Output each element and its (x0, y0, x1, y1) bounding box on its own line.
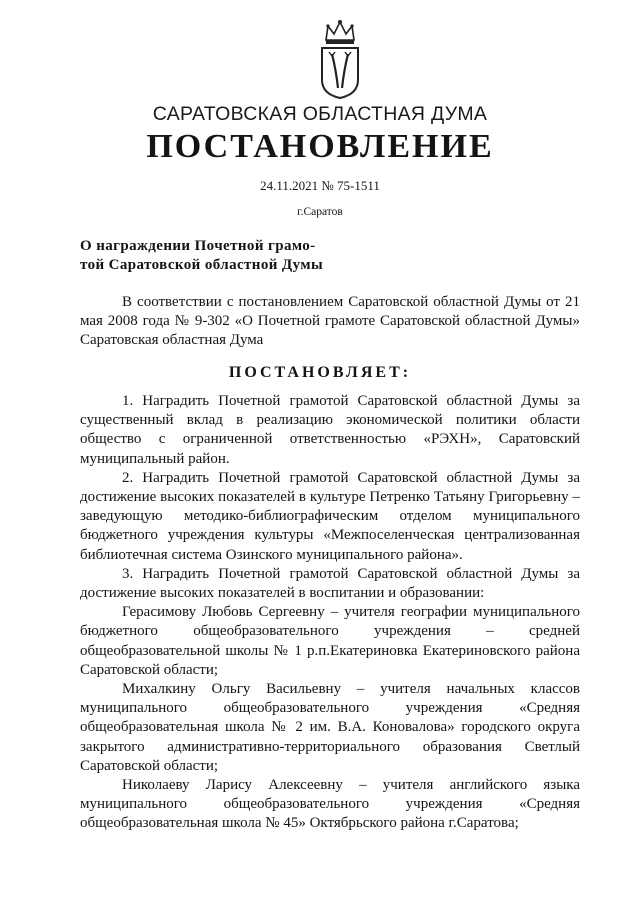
saratov-coat-of-arms-icon (318, 18, 362, 100)
awardee-entry: Николаеву Ларису Алексеевну – учителя английского языка муниципального общеобразовательного учреждения «Средняя общеобразовательная школа № 45» Октябрьского района г.Саратова; (80, 777, 580, 832)
document-type-title: ПОСТАНОВЛЕНИЕ (146, 128, 494, 165)
resolution-item: 3. Наградить Почетной грамотой Саратовской областной Думы за достижение высоких показателей в воспитании и образовании: (80, 565, 580, 602)
organization-name: САРАТОВСКАЯ ОБЛАСТНАЯ ДУМА (152, 103, 488, 125)
subject-line: той Саратовской областной Думы (80, 257, 324, 273)
document-date-number: 24.11.2021 № 75-1511 (260, 178, 380, 193)
resolution-item: 2. Наградить Почетной грамотой Саратовской областной Думы за достижение высоких показателей в культуре Петренко Татьяну Григорьевну – заведующую методико-библиографическим отделом муниципального бюджетного учреждения культуры «Межпоселенческая централизованная библиотечная система Озинского муниципального района». (80, 469, 580, 563)
preamble-paragraph: В соответствии с постановлением Саратовской областной Думы от 21 мая 2008 года № 9-302 «О Почетной грамоте Саратовской областной Думы» Саратовская областная Дума (80, 294, 580, 349)
resolution-item: 1. Наградить Почетной грамотой Саратовской областной Думы за существенный вклад в реализацию экономической политики области общество с ограниченной ответственностью «РЭХН», Саратовский муниципальный район. (80, 393, 580, 467)
awardee-entry: Герасимову Любовь Сергеевну – учителя географии муниципального бюджетного общеобразовательного учреждения – средней общеобразовательной школы № 1 р.п.Екатериновка Екатериновского района Саратовской области; (80, 604, 580, 678)
awardee-entry: Михалкину Ольгу Васильевну – учителя начальных классов муниципального общеобразовательного учреждения «Средняя общеобразовательная школа № 2 им. В.А. Коновалова» городского округа закрытого административно-территориального образования Светлый Саратовской области; (80, 681, 580, 774)
document-subject (80, 237, 350, 275)
resolution-body (80, 392, 580, 834)
decides-heading: ПОСТАНОВЛЯЕТ: (228, 364, 412, 381)
document-city: г.Саратов (297, 206, 343, 218)
preamble (80, 293, 580, 351)
subject-line: О награждении Почетной грамо- (80, 238, 316, 254)
